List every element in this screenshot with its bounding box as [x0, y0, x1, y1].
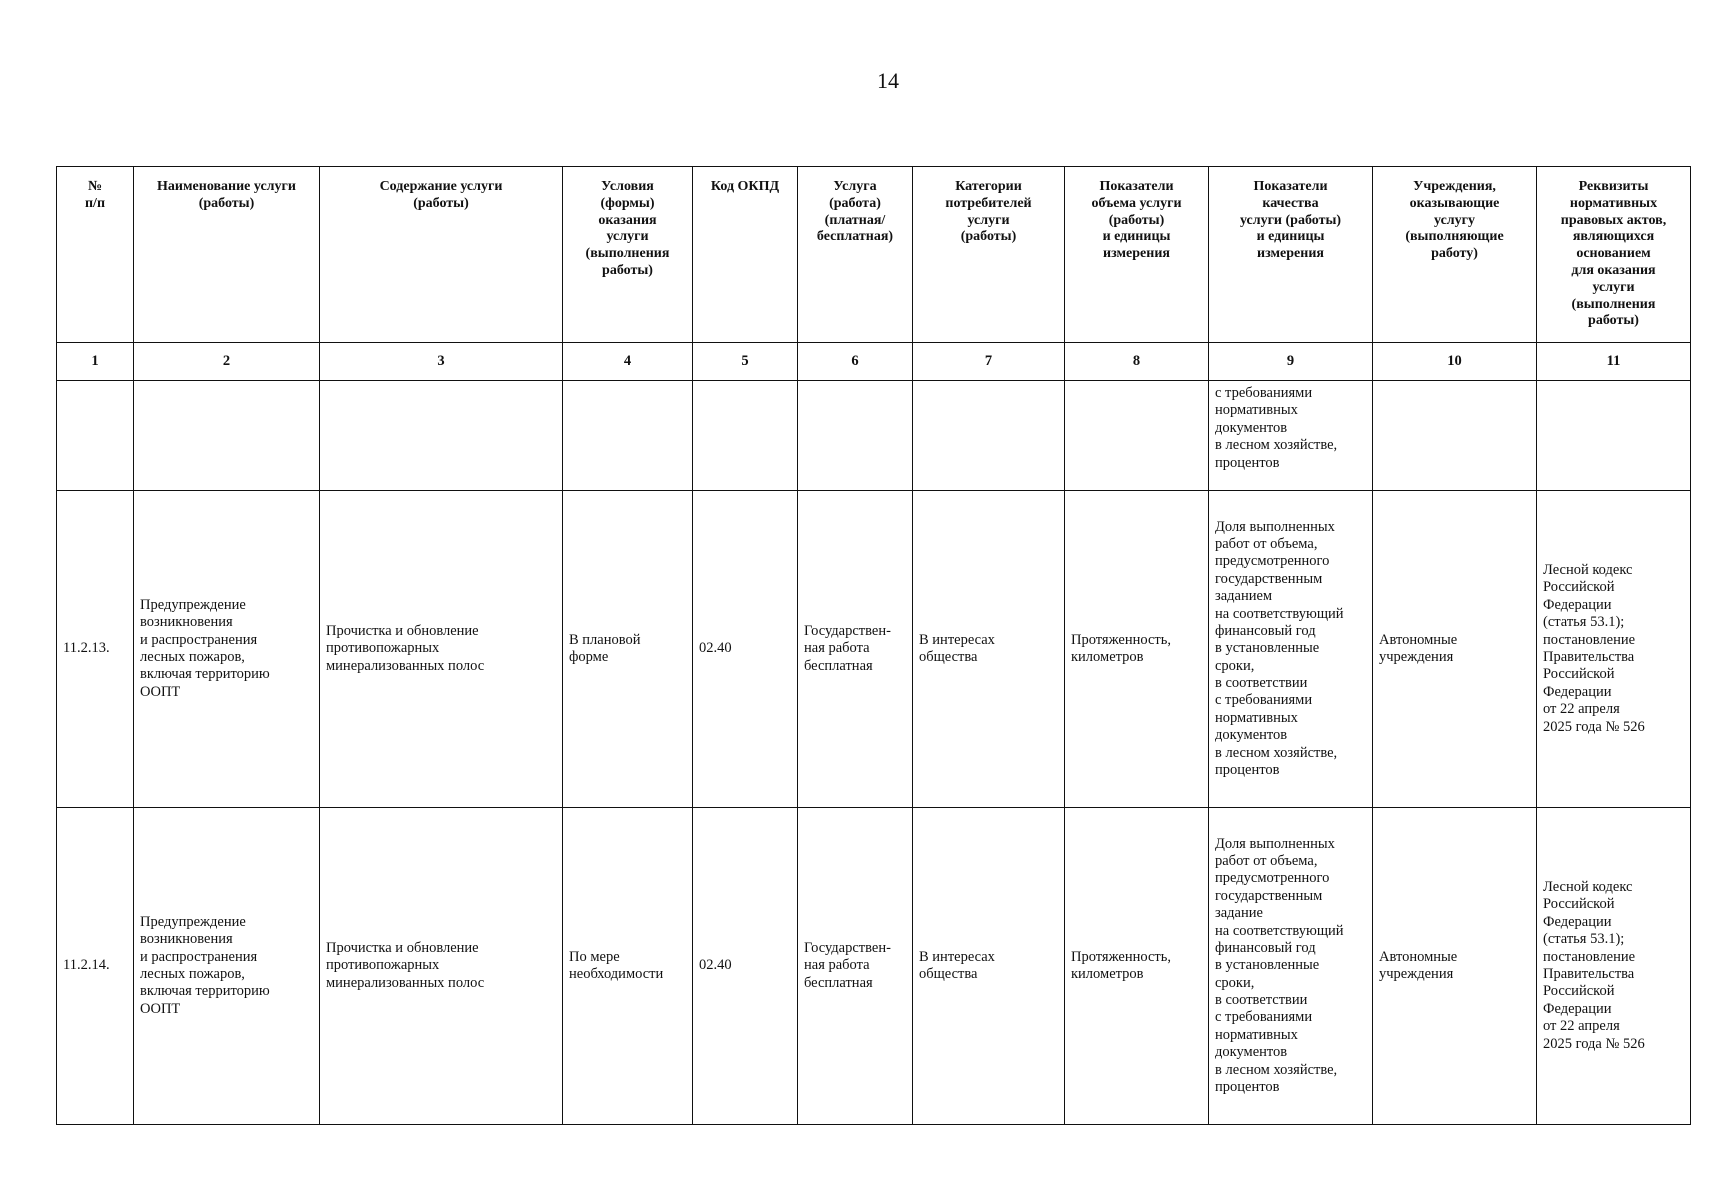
continuation-row — [57, 381, 1691, 491]
header-cell-volume: Показатели объема услуги (работы) и единицы измерения — [1065, 167, 1209, 343]
column-number: 4 — [563, 343, 693, 381]
institutions-cell: Автономные учреждения — [1373, 491, 1537, 808]
service-name-cell: Предупреждение возникновения и распространения лесных пожаров, включая территорию ООПТ — [134, 491, 320, 808]
page-number: 14 — [877, 68, 899, 93]
row-number: 11.2.14. — [57, 808, 134, 1125]
service-content-cell: Прочистка и обновление противопожарных минерализованных полос — [320, 808, 563, 1125]
header-cell-service-content: Содержание услуги (работы) — [320, 167, 563, 343]
table-cell — [798, 381, 913, 491]
column-number: 7 — [913, 343, 1065, 381]
column-number: 1 — [57, 343, 134, 381]
column-number: 10 — [1373, 343, 1537, 381]
okpd-cell: 02.40 — [693, 808, 798, 1125]
header-cell-number: № п/п — [57, 167, 134, 343]
column-number: 6 — [798, 343, 913, 381]
header-cell-consumers: Категории потребителей услуги (работы) — [913, 167, 1065, 343]
header-cell-conditions: Условия (формы) оказания услуги (выполнения работы) — [563, 167, 693, 343]
column-number-row — [57, 343, 1691, 381]
paid-cell: Государствен- ная работа бесплатная — [798, 491, 913, 808]
volume-cell: Протяженность, километров — [1065, 491, 1209, 808]
table-cell — [563, 381, 693, 491]
column-number: 8 — [1065, 343, 1209, 381]
volume-cell: Протяженность, километров — [1065, 808, 1209, 1125]
row-number: 11.2.13. — [57, 491, 134, 808]
consumers-cell: В интересах общества — [913, 491, 1065, 808]
table-cell — [1537, 381, 1691, 491]
header-cell-institutions: Учреждения, оказывающие услугу (выполняющие работу) — [1373, 167, 1537, 343]
header-cell-paid: Услуга (работа) (платная/ бесплатная) — [798, 167, 913, 343]
table-row — [57, 808, 1691, 1125]
table-cell — [134, 381, 320, 491]
header-cell-quality: Показатели качества услуги (работы) и единицы измерения — [1209, 167, 1373, 343]
header-cell-okpd: Код ОКПД — [693, 167, 798, 343]
table-cell — [1065, 381, 1209, 491]
institutions-cell: Автономные учреждения — [1373, 808, 1537, 1125]
consumers-cell: В интересах общества — [913, 808, 1065, 1125]
quality-cell: Доля выполненных работ от объема, предусмотренного государственным задание на соответствующий финансовый год в установленные сроки, в соответствии с требованиями нормативных документов в лесном хозяйстве, процентов — [1209, 808, 1373, 1125]
paid-cell: Государствен- ная работа бесплатная — [798, 808, 913, 1125]
legal-acts-cell: Лесной кодекс Российской Федерации (статья 53.1); постановление Правительства Российской Федерации от 22 апреля 2025 года № 526 — [1537, 491, 1691, 808]
header-cell-legal-acts: Реквизиты нормативных правовых актов, являющихся основанием для оказания услуги (выполнения работы) — [1537, 167, 1691, 343]
column-number: 5 — [693, 343, 798, 381]
table-cell — [693, 381, 798, 491]
column-number: 2 — [134, 343, 320, 381]
table-row — [57, 491, 1691, 808]
service-content-cell: Прочистка и обновление противопожарных минерализованных полос — [320, 491, 563, 808]
service-name-cell: Предупреждение возникновения и распространения лесных пожаров, включая территорию ООПТ — [134, 808, 320, 1125]
conditions-cell: В плановой форме — [563, 491, 693, 808]
table-cell — [1373, 381, 1537, 491]
column-number: 3 — [320, 343, 563, 381]
column-number: 9 — [1209, 343, 1373, 381]
conditions-cell: По мере необходимости — [563, 808, 693, 1125]
header-cell-service-name: Наименование услуги (работы) — [134, 167, 320, 343]
table-cell — [57, 381, 134, 491]
quality-continuation-cell: с требованиями нормативных документов в лесном хозяйстве, процентов — [1209, 381, 1373, 491]
legal-acts-cell: Лесной кодекс Российской Федерации (статья 53.1); постановление Правительства Российской Федерации от 22 апреля 2025 года № 526 — [1537, 808, 1691, 1125]
services-registry-table — [56, 166, 1691, 1125]
column-number: 11 — [1537, 343, 1691, 381]
okpd-cell: 02.40 — [693, 491, 798, 808]
quality-cell: Доля выполненных работ от объема, предусмотренного государственным заданием на соответствующий финансовый год в установленные сроки, в соответствии с требованиями нормативных документов в лесном хозяйстве, процентов — [1209, 491, 1373, 808]
table-cell — [913, 381, 1065, 491]
table-cell — [320, 381, 563, 491]
header-row — [57, 167, 1691, 343]
